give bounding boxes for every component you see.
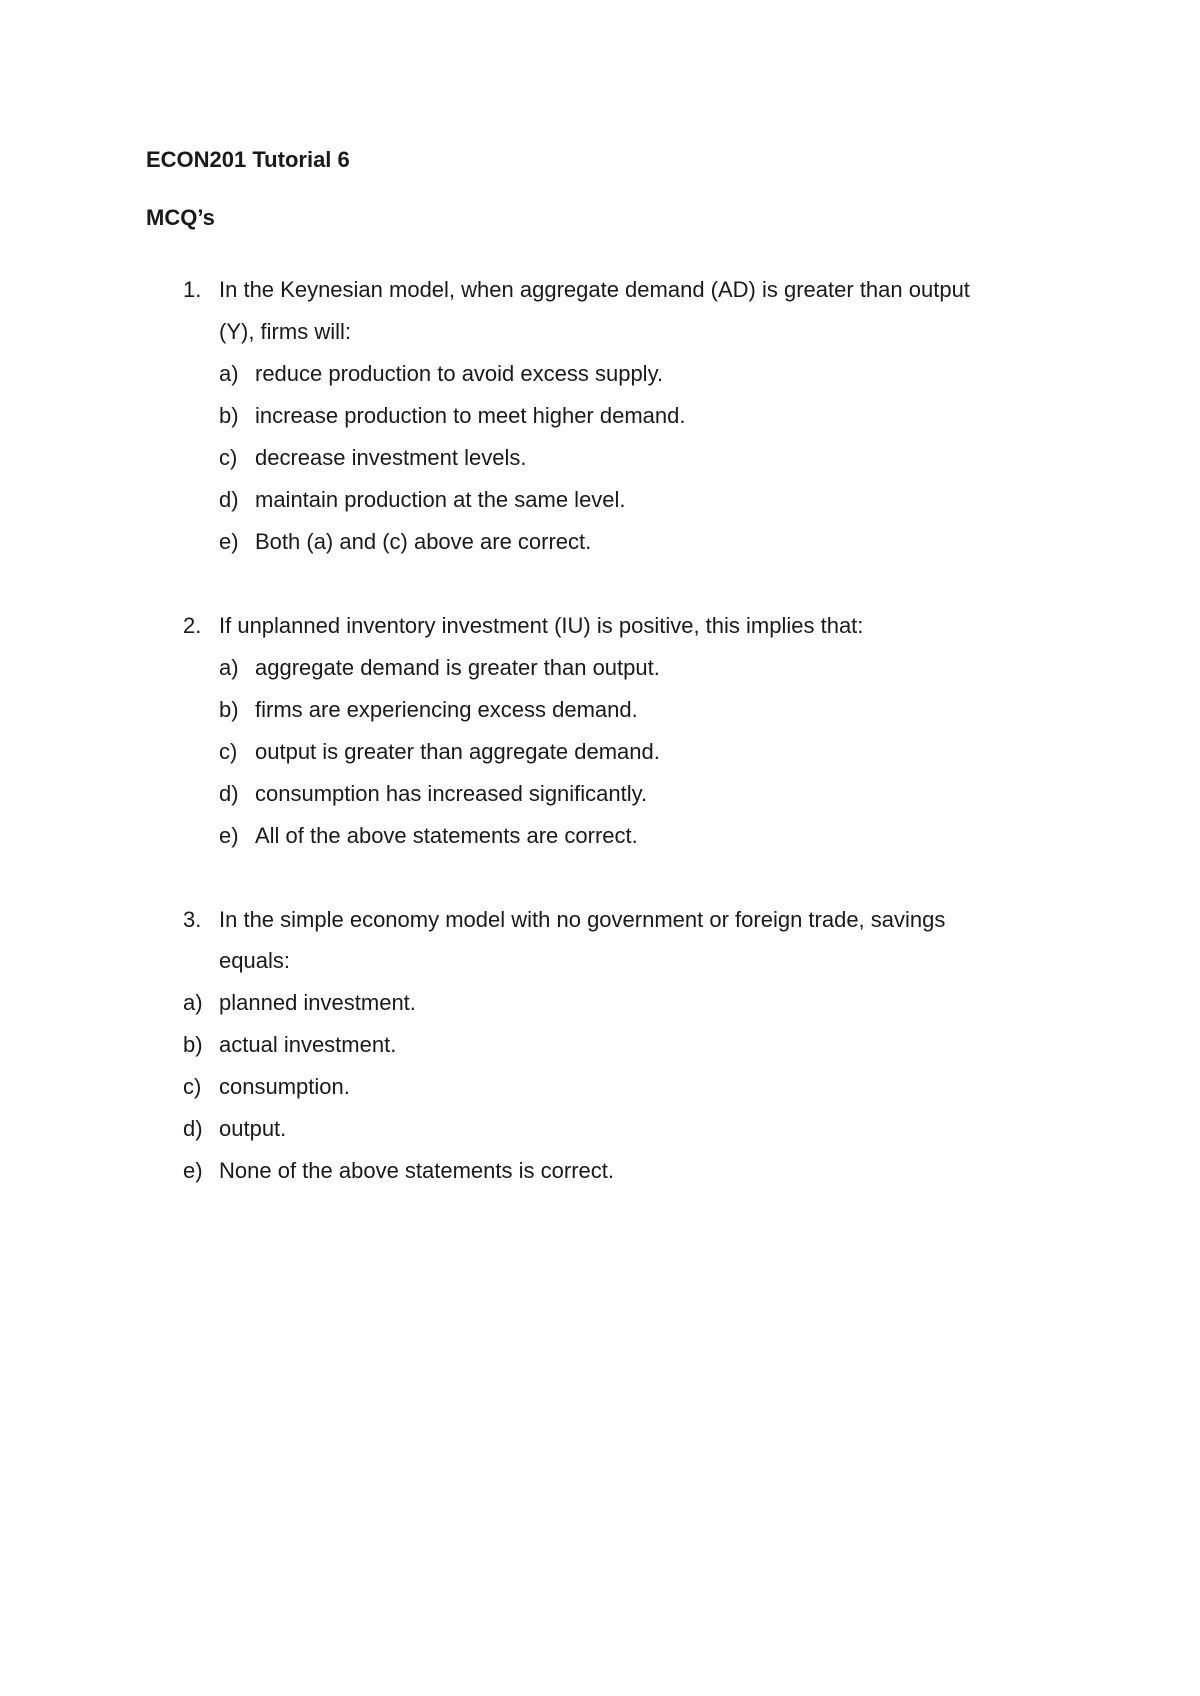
document-subtitle: MCQ’s: [146, 205, 215, 230]
option-letter: b): [219, 697, 239, 722]
option-letter: c): [219, 739, 238, 764]
option-letter: d): [183, 1116, 203, 1141]
option-letter: b): [183, 1032, 203, 1057]
option-text: Both (a) and (c) above are correct.: [255, 529, 592, 554]
question-stem-continued: (Y), firms will:: [219, 319, 351, 344]
option-text: planned investment.: [219, 990, 416, 1015]
option-letter: c): [219, 445, 238, 470]
option-text: consumption.: [219, 1074, 350, 1099]
question-number: 3.: [183, 907, 202, 932]
option-letter: b): [219, 403, 239, 428]
option-text: maintain production at the same level.: [255, 487, 626, 512]
question-stem: In the Keynesian model, when aggregate demand (AD) is greater than output: [219, 277, 970, 302]
option-letter: e): [219, 529, 239, 554]
option-text: output.: [219, 1116, 287, 1141]
option-text: consumption has increased significantly.: [255, 781, 648, 806]
option-text: decrease investment levels.: [255, 445, 527, 470]
option-letter: e): [219, 823, 239, 848]
question-stem: In the simple economy model with no government or foreign trade, savings: [219, 907, 946, 932]
option-letter: d): [219, 487, 239, 512]
option-text: increase production to meet higher demand.: [255, 403, 686, 428]
question-stem-continued: equals:: [219, 948, 290, 973]
option-text: actual investment.: [219, 1032, 397, 1057]
option-letter: a): [219, 655, 239, 680]
option-text: firms are experiencing excess demand.: [255, 697, 638, 722]
option-text: aggregate demand is greater than output.: [255, 655, 660, 680]
option-letter: a): [219, 361, 239, 386]
option-text: None of the above statements is correct.: [219, 1158, 614, 1183]
option-letter: e): [183, 1158, 203, 1183]
option-text: output is greater than aggregate demand.: [255, 739, 660, 764]
document-title: ECON201 Tutorial 6: [146, 147, 350, 172]
question-number: 2.: [183, 613, 202, 638]
option-text: reduce production to avoid excess supply.: [255, 361, 664, 386]
option-letter: d): [219, 781, 239, 806]
option-letter: a): [183, 990, 203, 1015]
question-number: 1.: [183, 277, 202, 302]
option-text: All of the above statements are correct.: [255, 823, 638, 848]
option-letter: c): [183, 1074, 202, 1099]
question-stem: If unplanned inventory investment (IU) is positive, this implies that:: [219, 613, 864, 638]
